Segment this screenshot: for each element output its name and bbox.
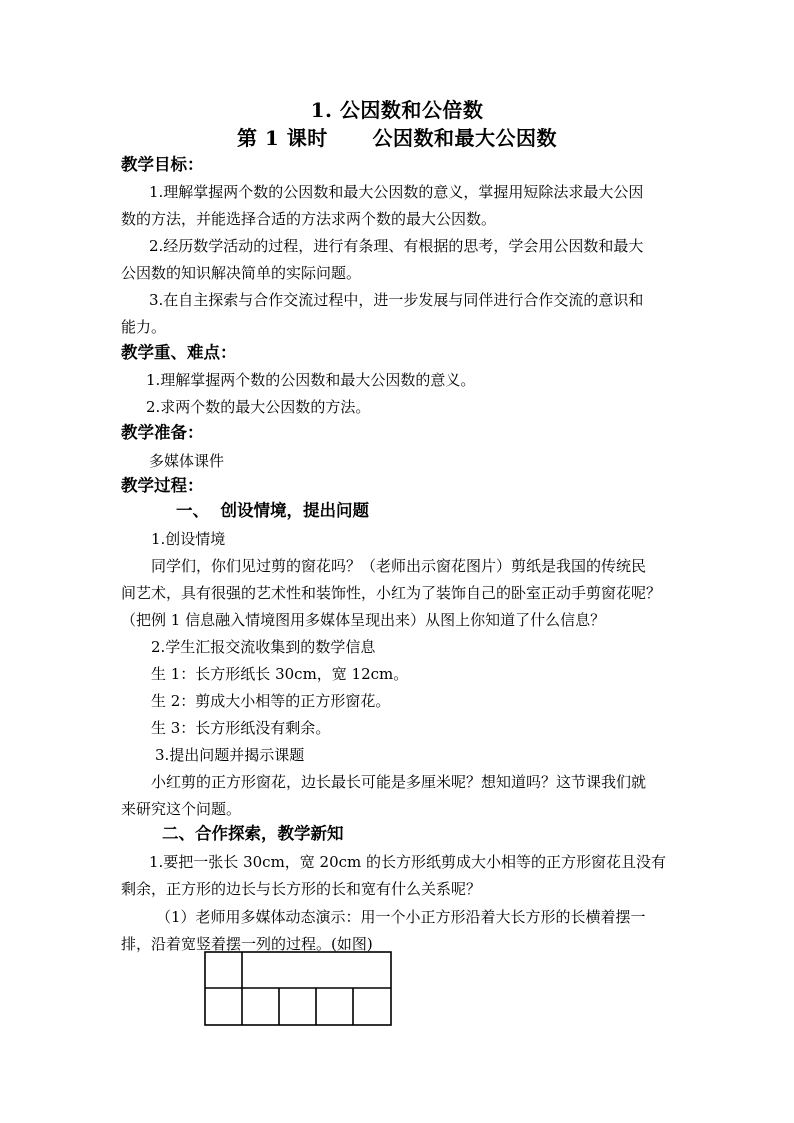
key-point-line: 1.理解掌握两个数的公因数和最大公因数的意义。 (146, 371, 476, 389)
part1-line: 2.学生汇报交流收集到的数学信息 (151, 638, 376, 656)
part1-heading: 一、 创设情境，提出问题 (176, 501, 369, 520)
objectives-heading: 教学目标： (121, 155, 204, 174)
objective-line: 数的方法，并能选择合适的方法求两个数的最大公因数。 (121, 210, 497, 228)
part1-line: 小红剪的正方形窗花，边长最长可能是多厘米呢？想知道吗？这节课我们就 (151, 773, 647, 791)
part2-line: 排，沿着宽竖着摆一列的过程。(如图) (121, 935, 373, 953)
preparation-heading: 教学准备： (121, 423, 204, 442)
preparation-line: 多媒体课件 (149, 452, 225, 470)
objective-line: 1.理解掌握两个数的公因数和最大公因数的意义，掌握用短除法求最大公因 (149, 183, 644, 201)
key-point-line: 2.求两个数的最大公因数的方法。 (146, 398, 371, 416)
part1-line: （把例 1 信息融入情境图用多媒体呈现出来）从图上你知道了什么信息？ (121, 611, 606, 629)
lesson-title: 1. 公因数和公倍数 (310, 98, 484, 122)
part1-line: 同学们，你们见过剪的窗花吗？（老师出示窗花图片）剪纸是我国的传统民 (151, 557, 647, 575)
objective-line: 公因数的知识解决简单的实际问题。 (121, 264, 362, 282)
part1-line: 1.创设情境 (151, 530, 226, 548)
squares-in-rectangle-diagram (204, 951, 392, 1026)
objective-line: 2.经历数学活动的过程，进行有条理、有根据的思考，学会用公因数和最大 (149, 237, 644, 255)
part1-line: 3.提出问题并揭示课题 (155, 746, 305, 764)
part2-heading: 二、合作探索，教学新知 (162, 824, 344, 843)
objective-line: 能力。 (121, 318, 167, 336)
part1-line: 生 3：长方形纸没有剩余。 (151, 719, 331, 737)
part1-line: 生 2：剪成大小相等的正方形窗花。 (151, 692, 391, 710)
objective-line: 3.在自主探索与合作交流过程中，进一步发展与同伴进行合作交流的意识和 (149, 291, 644, 309)
process-heading: 教学过程： (121, 476, 204, 495)
part1-line: 生 1：长方形纸长 30cm，宽 12cm。 (151, 665, 409, 683)
part2-line: （1）老师用多媒体动态演示：用一个小正方形沿着大长方形的长横着摆一 (156, 908, 646, 926)
part2-line: 1.要把一张长 30cm，宽 20cm 的长方形纸剪成大小相等的正方形窗花且没有 (149, 853, 667, 871)
key-points-heading: 教学重、难点： (121, 343, 237, 362)
lesson-subtitle: 第 1 课时 公因数和最大公因数 (236, 126, 558, 150)
part1-line: 间艺术，具有很强的艺术性和装饰性，小红为了装饰自己的卧室正动手剪窗花呢？ (121, 584, 662, 602)
part1-line: 来研究这个问题。 (121, 800, 242, 818)
part2-line: 剩余，正方形的边长与长方形的长和宽有什么关系呢？ (121, 880, 482, 898)
